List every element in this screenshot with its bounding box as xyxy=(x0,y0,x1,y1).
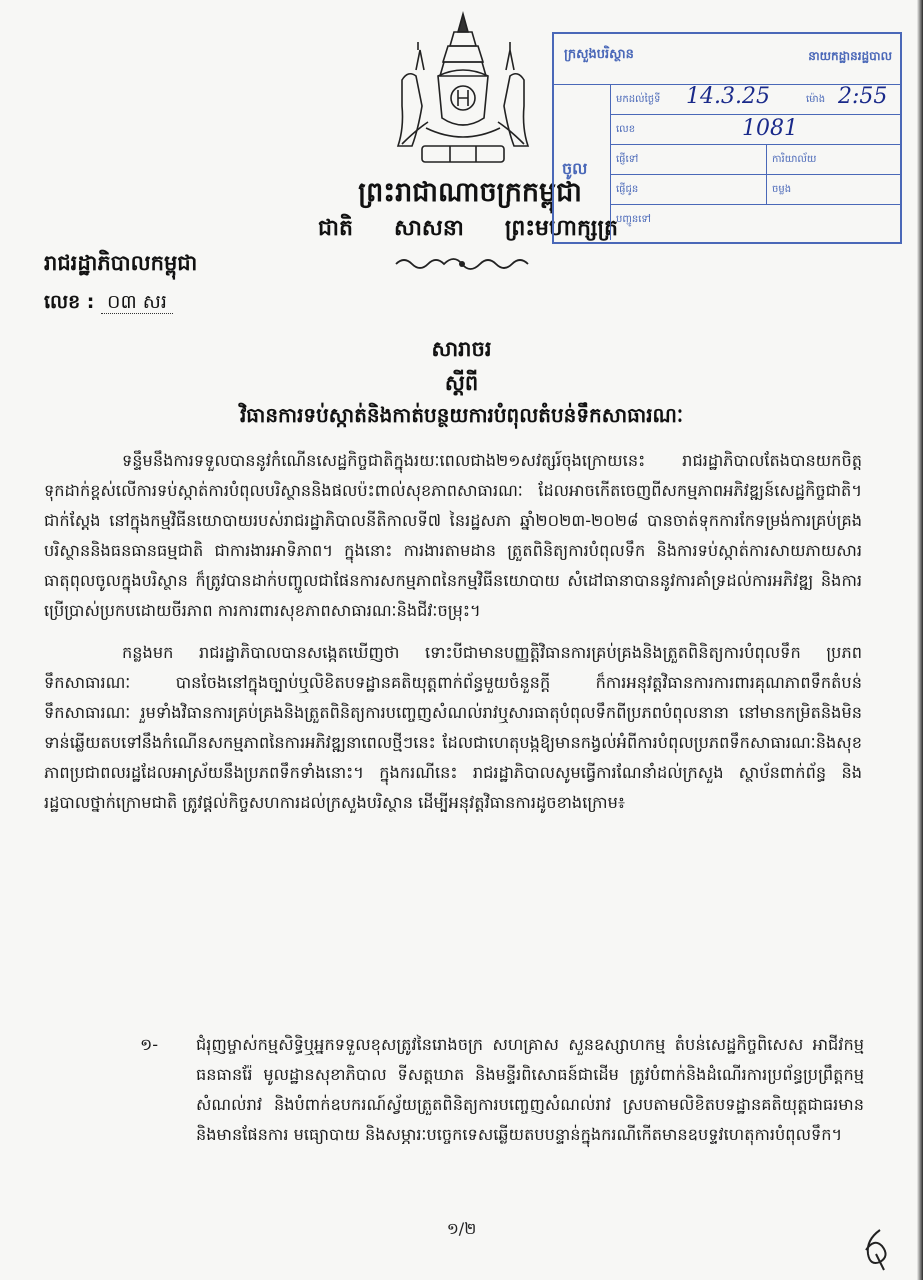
stamp-label-number: លេខ xyxy=(616,124,636,135)
stamp-header xyxy=(554,34,900,85)
government-name: រាជរដ្ឋាភិបាលកម្ពុជា xyxy=(44,251,198,275)
stamp-label-sendto: ផ្ញើទៅ xyxy=(616,154,639,165)
stamp-department: នាយកដ្ឋានរដ្ឋបាល xyxy=(808,49,892,63)
stamp-row-number xyxy=(610,114,900,145)
paragraph-1: ទន្ទឹមនឹងការទទួលបាននូវកំណើនសេដ្ឋកិច្ចជាតិក្នុងរយៈពេលជាង២១សវត្សរ៍ចុងក្រោយនេះ រាជរដ្ឋាភិបាលតែងបានយកចិត្តទុកដាក់ខ្ពស់លើការទប់ស្កាត់ការបំពុលបរិស្ថាននិងផលប៉ះពាល់សុខភាពសាធារណៈ ដែលអាចកើតចេញពីសកម្មភាពអភិវឌ្ឍន៍សេដ្ឋកិច្ចជាតិ។ ជាក់ស្តែង នៅក្នុងកម្មវិធីនយោបាយរបស់រាជរដ្ឋាភិបាលនីតិកាលទី៧ នៃរដ្ឋសភា ឆ្នាំ២០២៣-២០២៨ បានចាត់ទុកការកែទម្រង់ការគ្រប់គ្រងបរិស្ថាននិងធនធានធម្មជាតិ ជាការងារអាទិភាព។ ក្នុងនោះ ការងារតាមដាន ត្រួតពិនិត្យការបំពុលទឹក និងការទប់ស្កាត់ការសាយភាយសារធាតុពុលចូលក្នុងបរិស្ថាន ក៏ត្រូវបានដាក់បញ្ចូលជាផែនការសកម្មភាពនៃកម្មវិធីនយោបាយ សំដៅធានាបាននូវការគាំទ្រដល់ការអភិវឌ្ឍ និងការប្រើប្រាស់ប្រកបដោយចីរភាព ការការពារសុខភាពសាធារណៈនិងជីវៈចម្រុះ។ xyxy=(44,451,862,620)
document-number-value: ០៣ សរ xyxy=(101,291,173,314)
document-type: សារាចរ xyxy=(431,337,492,361)
stamp-label-forward: ផ្ញើជូន xyxy=(616,184,639,195)
stamp-row-date xyxy=(610,84,900,115)
motto-king: ព្រះមហាក្សត្រ xyxy=(504,216,618,241)
title-ornament xyxy=(392,254,532,274)
document-number-label: លេខ : xyxy=(44,291,95,313)
stamp-label-time: ម៉ោង xyxy=(806,94,826,105)
stamp-side xyxy=(554,84,611,240)
handwritten-initial xyxy=(850,1224,900,1274)
list-item-number: ១- xyxy=(140,1035,159,1054)
stamp-label-transfer: បញ្ជូនទៅ xyxy=(616,214,651,225)
stamp-row-sendto xyxy=(610,144,900,175)
document-on: ស្តីពី xyxy=(444,371,479,395)
stamp-date-value: 14.3.25 xyxy=(686,84,770,109)
royal-emblem xyxy=(388,10,538,180)
document-body xyxy=(44,446,862,830)
paragraph-2: កន្លងមក រាជរដ្ឋាភិបាលបានសង្កេតឃើញថា ទោះបីជាមានបញ្ញត្តិវិធានការគ្រប់គ្រងនិងត្រួតពិនិត្យការបំពុលទឹក ប្រភពទឹកសាធារណៈ បានចែងនៅក្នុងច្បាប់ឬលិខិតបទដ្ឋានគតិយុត្តពាក់ព័ន្ធមួយចំនួនក្តី ក៏ការអនុវត្តវិធានការការពារគុណភាពទឹកតំបន់ទឹកសាធារណៈ រួមទាំងវិធានការគ្រប់គ្រងនិងត្រួតពិនិត្យការបញ្ចេញសំណល់រាវឬសារធាតុបំពុលទឹកពីប្រភពបំពុលនានា នៅមានកម្រិតនិងមិនទាន់ឆ្លើយតបទៅនឹងកំណើនសកម្មភាពនៃការអភិវឌ្ឍនាពេលថ្មីៗនេះ ដែលជាហេតុបង្កឱ្យមានកង្វល់អំពីការបំពុលប្រភពទឹកសាធារណៈនិងសុខភាពប្រជាពលរដ្ឋដែលអាស្រ័យនឹងប្រភពទឹកទាំងនោះ។ ក្នុងករណីនេះ រាជរដ្ឋាភិបាលសូមធ្វើការណែនាំដល់ក្រសួង ស្ថាប័នពាក់ព័ន្ធ និងរដ្ឋបាលថ្នាក់ក្រោមជាតិ ត្រូវផ្តល់កិច្ចសហការដល់ក្រសួងបរិស្ថាន ដើម្បីអនុវត្តវិធានការដូចខាងក្រោម៖ xyxy=(44,643,862,812)
stamp-number-value: 1081 xyxy=(742,116,798,141)
incoming-stamp xyxy=(552,32,902,244)
page-edge xyxy=(917,0,923,1280)
list-item-1 xyxy=(140,1030,864,1150)
stamp-side-label: ចូល xyxy=(562,159,588,178)
motto-nation: ជាតិ xyxy=(318,216,353,241)
motto-religion: សាសនា xyxy=(393,216,464,241)
stamp-row-forward xyxy=(610,174,900,205)
kingdom-title: ព្រះរាជាណាចក្រកម្ពុជា xyxy=(358,177,582,208)
stamp-label-office: ការិយាល័យ xyxy=(772,154,817,165)
stamp-row-transfer xyxy=(610,204,900,234)
stamp-time-value: 2:55 xyxy=(838,84,888,109)
stamp-label-copy: ចម្លង xyxy=(772,184,792,195)
stamp-label-date: មកដល់ថ្ងៃទី xyxy=(616,94,661,105)
page-number: ១/២ xyxy=(446,1219,477,1238)
stamp-ministry: ក្រសួងបរិស្ថាន xyxy=(564,47,634,62)
document-subject: វិធានការទប់ស្កាត់និងកាត់បន្ថយការបំពុលតំបន់ទឹកសាធារណៈ xyxy=(239,403,684,427)
document-number xyxy=(44,290,173,318)
list-item-text: ជំរុញម្ចាស់កម្មសិទ្ធិឬអ្នកទទួលខុសត្រូវនៃរោងចក្រ សហគ្រាស សួនឧស្សាហកម្ម តំបន់សេដ្ឋកិច្ចពិសេស អាជីវកម្មធនធានរ៉ែ មូលដ្ឋានសុខាភិបាល ទីសត្តឃាត និងមន្ទីរពិសោធន៍ជាដើម ត្រូវបំពាក់និងដំណើរការប្រព័ន្ធប្រព្រឹត្តកម្មសំណល់រាវ និងបំពាក់ឧបករណ៍ស្វ័យត្រួតពិនិត្យការបញ្ចេញសំណល់រាវ ស្របតាមលិខិតបទដ្ឋានគតិយុត្តជាធរមាន និងមានផែនការ មធ្យោបាយ និងសម្ភារៈបច្ចេកទេសឆ្លើយតបបន្ទាន់ក្នុងករណីកើតមានឧបទ្ទវហេតុការបំពុលទឹក។ xyxy=(196,1035,864,1144)
